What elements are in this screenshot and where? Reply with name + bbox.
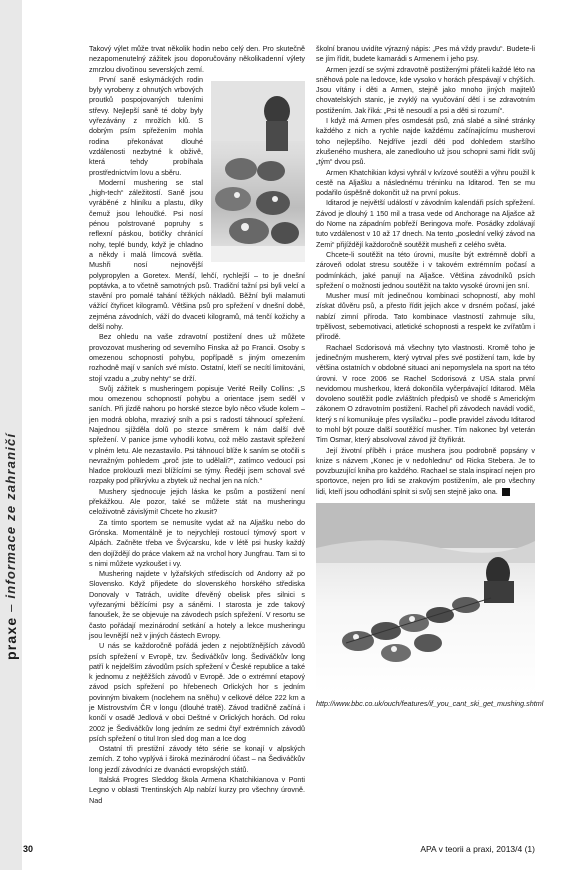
left-paragraph: Moderní mushering se stal „high-tech“ záležitostí. Saně jsou vyráběné z hliníku a plastu, díky čemuž jsou lehoučké. Psi nosí pénou polstrované popruhy s reflexní páskou, botičky chránící nohy, teplé bundy, když je chladno a někdy i malá límcová světla. Mushři nosí nejnovější polypropylen a Goretex. Menší, lehčí, rychlejší – to je dnešní poptávka, a to včetně samotných psů. Tradiční tažní psi byli velcí a stavění pro pomalé tahání těžkých nákladů. Běžní byli malamuti vážící čtyřicet kilogramů. Většina psů pro spřežení v dnešní době, zejména závodních, váží do dvaceti kilogramů, má tenčí kožichy a delší nohy. xyxy=(89,177,305,332)
left-paragraph: Svůj zážitek s musheringem popisuje Verité Reilly Collins: „S mou omezenou schopností pohybu a orientace jsem seděl v saních. Při jízdě nahoru po horské stezce bylo něco všude kolem – jen modrá obloha, mrazivý sníh a psi s radostí táhnoucí spřežení. Najednou sjížděla dolů po stezce směrem k nám další dvě spřežení. V panice jsme vyhodili kotvu, což mělo zastavit spřežení v plném letu. Ale nezastavilo. Psi táhnoucí blíže k saním se otočili s nevražným pohledem „proč jste to udělali?“, zatímco vedoucí psi hladce proklouzli mezi blížícími se týmy. Řeději jsem schoval své rozpaky pod přikrývku a zbytek už nechal jen na ních.“ xyxy=(89,383,305,486)
dog-sled-photo-bottom xyxy=(316,503,535,693)
right-paragraph-last xyxy=(316,446,535,497)
section-name: praxe xyxy=(3,616,19,660)
end-of-article-icon xyxy=(502,488,510,496)
right-paragraph: Chcete-li soutěžit na této úrovni, musíte být extrémně dobří a zároveň odolat stresu soutěže i v takovém extrémním počasí a podmínkách, jaké panují na Aljašce. Většina závodníků psích spřežení o možnosti jednou soutěžit na takto vysoké úrovni jen sní. xyxy=(316,249,535,290)
left-paragraph: U nás se každoročně pořádá jeden z nejobtížnějších závodů psích spřežení v Evropě, tzv. Šediváčkův long. Šediváčkův long patří k nejdelším závodům psích spřežení v České republice a také k jednomu z nejtěžších závodů v Evropě. Jde o extrémní etapový závod psích spřežení po hřebenech Orlických hor s jedním povinným bivakem (noclehem na sněhu) v celkové délce 222 km a je Mistrovstvím ČR v longu (dlouhé tratě). Závod tradičně začíná i končí v osadě Jedlová v obci Deštné v Orlických horách. Od roku 2002 je Šediváčkův long jedním ze sedmi čtyř extrémních závodů psích spřežení o titul Iron sled dog man a Ice dog xyxy=(89,641,305,743)
right-paragraph: Musher musí mít jedinečnou kombinaci schopností, aby mohl získat důvěru psů, a přesto řídit jejich akce v drsném počasí, jaké nabízí zimní příroda. Tato kombinace vlastností zahrnuje sílu, trpělivost, sebemotivaci, atletické schopnosti a respekt ke zvířatům i přírodě. xyxy=(316,291,535,342)
left-paragraph: Mushery sjednocuje jejich láska ke psům a postižení není překážkou. Ale pozor, také se můžete stát na musheringu celoživotně závislými! Chcete ho zkusit? xyxy=(89,486,305,517)
left-paragraph: Bez ohledu na vaše zdravotní postižení dnes už můžete provozovat mushering od severního Finska až po Francii. Osoby s omezenou schopností pohybu, popřípadě s jiným omezením rozhodně mají v saních své místo. Ostatní, kteří se necítí limitováni, stojí vzadu a „zuby nehty“ se drží. xyxy=(89,332,305,383)
photo-caption: http://www.bbc.co.uk/ouch/features/if_you_cant_ski_get_mushing.shtml xyxy=(316,699,544,709)
right-paragraph: I když má Armen přes osmdesát psů, zná slabé a silné stránky každého z nich a rychle najde každému začínajícímu musherovi toho nejlepšího. Nejdříve jezdí děti pod dohledem staršího zkušeného mushera, ale zanedlouho už jsou schopni sami řídit svůj „tým“ dvou psů. xyxy=(316,116,535,167)
right-paragraph-last-text: Její životní příběh i práce mushera jsou podrobně popsány v knize s názvem „Konec je v nedohlednu“ od Ricka Stebera. Je to povzbuzující kniha pro každého. Rachael se stala inspirací nejen pro sportovce, nejen pro lidi se zrakovým postižením, ale pro všechny lidi, kteří jsou odhodláni splnit si svůj sen stejně jako ona. xyxy=(316,445,535,496)
section-dash: – xyxy=(3,598,18,617)
left-column xyxy=(89,44,305,806)
left-paragraph: Italská Progres Sleddog škola Armena Khatchikianova v Ponti Legno v oblasti Trentinských Alp nabízí kurzy pro všechny úrovně. Nad xyxy=(89,775,305,805)
right-paragraph: školní branou uvidíte výrazný nápis: „Pes má vždy pravdu“. Budete-li se jím řídit, budete kamarádi s Armenem i jeho psy. xyxy=(316,44,535,64)
right-paragraph: Rachael Scdorisová má všechny tyto vlastnosti. Kromě toho je jedinečným musherem, který vytrval přes své postižení tam, kde by většina ostatních v obdobné situaci ani nepomyslela na sport na této úrovni. V roce 2006 se Rachel Scdorisová z USA stala první nevidomou musherkou, která dokončila vyčerpávající Iditarod. Měla dovoleno soutěžit podle zvláštních předpisů ve shodě s Americkým zákonem O zdravotním postižení. Rachel při závodech navádí vodič, který s ní komunikuje přes vysílačku – podle pravidel závodu Iditarod to mohl být pouze další soutěžící musher. Tím nakonec byl veterán Tim Osmar, který absolvoval závod již čtyřikrát. xyxy=(316,342,535,445)
side-tab xyxy=(0,0,22,870)
left-paragraph: Takový výlet může trvat několik hodin nebo celý den. Pro skutečně nezapomenutelný zážitek jsou doporučovány několikadenní výlety zmrzlou divočinou severských zemí. xyxy=(89,44,305,74)
dog-sled-photo-top xyxy=(211,81,305,262)
left-paragraph: Za tímto sportem se nemusíte vydat až na Aljašku nebo do Grónska. Momentálně je to nejrychleji rostoucí týmový sport v Alpách. Začněte třeba ve Švýcarsku, kde v létě psi husky každý den dojíždějí do práce vlakem až na vrchol hory Jungfrau. Tam si to s nimi můžete vyzkoušet i vy. xyxy=(89,517,305,568)
page-number: 30 xyxy=(23,844,34,854)
section-subtitle: informace ze zahraničí xyxy=(3,432,18,599)
journal-name: APA v teorii a praxi, 2013/4 (1) xyxy=(420,844,535,854)
right-paragraph: Iditarod je největší událostí v závodním kalendáři psích spřežení. Závod je dlouhý 1 150 mil a trasa vede od Anchorage na Aljašce až do Nome na západním pobřeží Beringova moře. Posádky zdolávají tuto vzdálenost v 10 až 17 dnech. Na tento „poslední velký závod na Zemi“ přijíždějí každoročně soutěžit musheři z celého světa. xyxy=(316,198,535,249)
left-paragraph: První saně eskymáckých rodin byly vyrobeny z ohnutých vrbových proutků pospojovaných tuleními střevy. Nejlepší saně té doby byly vyřezávány z mrožích klů. S dobrým psím spřežením mohla rodina překonávat dlouhé vzdálenosti nezbytné k obživě, která tehdy probíhala prostřednictvím lovu a sběru. xyxy=(89,74,203,177)
right-paragraph: Armen Khatchikian kdysi vyhrál v kvízové soutěži a výhru použil k cestě na Aljašku a následnému tréninku na Iditarod. Ten se mu podařilo úspěšně dokončit už na první pokus. xyxy=(316,167,535,198)
left-paragraph: Ostatní tři prestižní závody této série se konají v alpských zemích. Z toho vyplývá i široká mezinárodní účast – na Šediváčkův long jezdí závodníci ze dvanácti evropských států. xyxy=(89,744,305,774)
left-paragraph: Mushering najdete v lyžařských střediscích od Andorry až po Slovensko. Když přijedete do slovenského horského střediska Donovaly v Tatrách, uvidíte dřevěný obelisk přes silnici s vyřezanými běžícími psy a sáněmi. I starosta je zde takový fanoušek, že se objevuje na závodech psích spřežení. V resortu se často pořádají mezinárodní setkání a hotely a lekce musheringu jsou levnější než v jiných částech Evropy. xyxy=(89,569,305,640)
right-paragraph: Armen jezdí se svými zdravotně postiženými přáteli každé léto na sněhová pole na ledovce, kde vysoko v horách přespávají v chýších. Jsou vítány i děti a Armen, stejně jako mnoho jiných majitelů chovatelských stanic, je zvyklý na vyučování dětí i se zdravotním postižením. Jak říká: „Psi tě nesoudí a psi a děti si rozumí“. xyxy=(316,64,535,115)
right-column xyxy=(316,44,544,709)
section-label xyxy=(3,360,21,660)
